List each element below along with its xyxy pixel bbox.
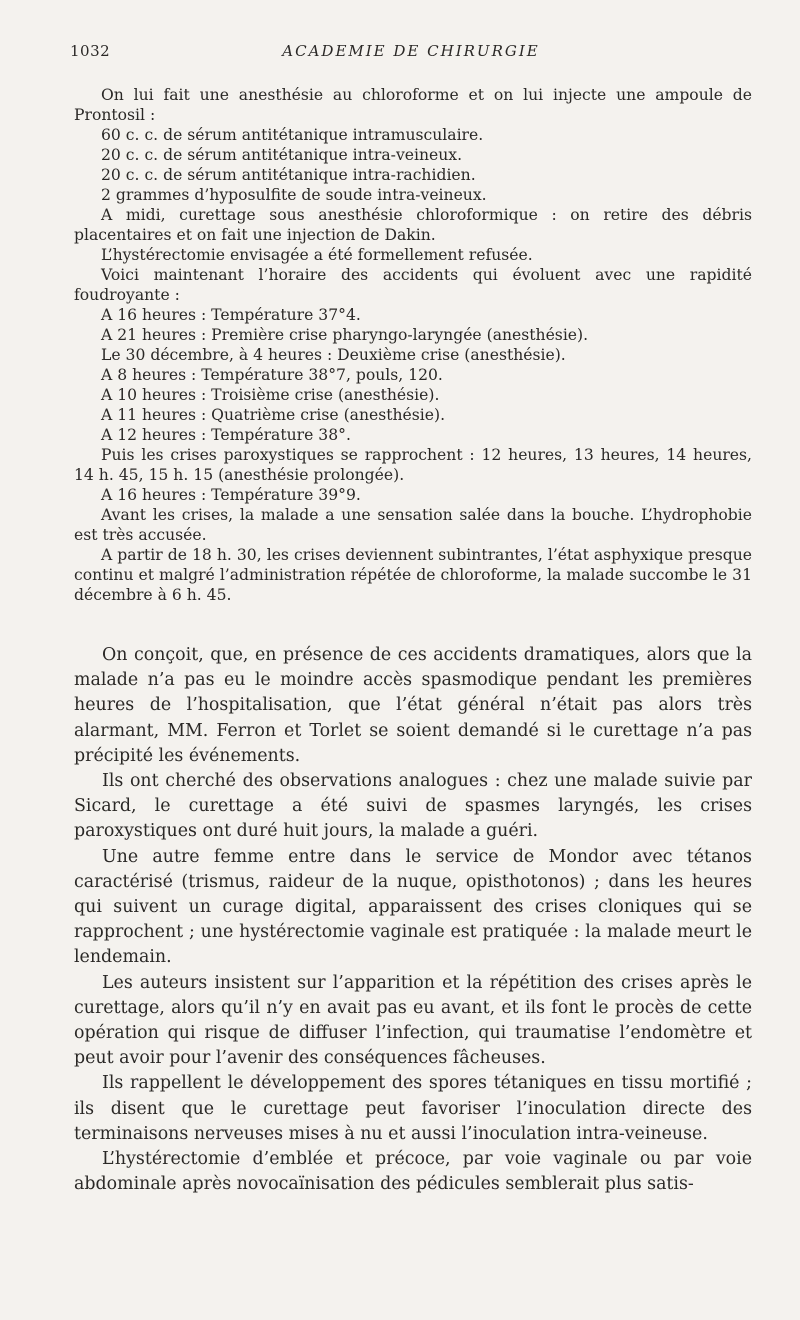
paragraph: A 16 heures : Température 39°9. — [101, 486, 361, 504]
running-title: ACADEMIE DE CHIRURGIE — [282, 42, 540, 60]
paragraph: A 21 heures : Première crise pharyngo-laryngée (anesthésie). — [101, 326, 589, 344]
paragraph: Ils ont cherché des observations analogues : chez une malade suivie par Sicard, le curettage a été suivi de spasmes laryngés, les crises paroxystiques ont duré huit jours, la malade a guéri. — [74, 771, 752, 842]
paragraph: A 10 heures : Troisième crise (anesthésie). — [101, 386, 440, 404]
paragraph: A midi, curettage sous anesthésie chloroformique : on retire des débris placentaires et on fait une injection de Dakin. — [74, 206, 752, 244]
paragraph: Puis les crises paroxystiques se rapprochent : 12 heures, 13 heures, 14 heures, 14 h. 45, 15 h. 15 (anesthésie prolongée). — [74, 446, 752, 484]
paragraph: A 11 heures : Quatrième crise (anesthésie). — [101, 406, 446, 424]
page-number: 1032 — [70, 42, 111, 60]
paragraph: 20 c. c. de sérum antitétanique intra-rachidien. — [101, 166, 476, 184]
paragraph: Les auteurs insistent sur l’apparition et la répétition des crises après le curettage, alors qu’il n’y en avait pas eu avant, et ils font le procès de cette opération qui risque de diffuser l’infection, qui traumatise l’endomètre et peut avoir pour l’avenir des conséquences fâcheuses. — [74, 972, 752, 1069]
paragraph: 20 c. c. de sérum antitétanique intra-veineux. — [101, 146, 463, 164]
paragraph: Avant les crises, la malade a une sensation salée dans la bouche. L’hydrophobie est très accusée. — [74, 506, 752, 544]
paragraph: On lui fait une anesthésie au chloroforme et on lui injecte une ampoule de Prontosil : — [74, 86, 752, 124]
paragraph: 60 c. c. de sérum antitétanique intramusculaire. — [101, 126, 484, 144]
paragraph: Ils rappellent le développement des spores tétaniques en tissu mortifié ; ils disent que le curettage peut favoriser l’inoculation directe des terminaisons nerveuses mises à nu et aussi l’inoculation intra-veineuse. — [74, 1073, 752, 1144]
page-header — [70, 42, 752, 64]
paragraph: L’hystérectomie d’emblée et précoce, par voie vaginale ou par voie abdominale après novocaïnisation des pédicules semblerait plus satis- — [74, 1149, 752, 1195]
paragraph: Voici maintenant l’horaire des accidents qui évoluent avec une rapidité foudroyante : — [74, 266, 752, 304]
paragraph: 2 grammes d’hyposulfite de soude intra-veineux. — [101, 186, 487, 204]
paragraph: A partir de 18 h. 30, les crises deviennent subintrantes, l’état asphyxique presque continu et malgré l’administration répétée de chloroforme, la malade succombe le 31 décembre à 6 h. 45. — [74, 546, 752, 604]
discussion-section — [74, 643, 752, 1197]
paragraph: A 8 heures : Température 38°7, pouls, 120. — [101, 366, 443, 384]
paragraph: L’hystérectomie envisagée a été formellement refusée. — [101, 246, 533, 264]
case-report-section — [74, 85, 752, 605]
paragraph: Le 30 décembre, à 4 heures : Deuxième crise (anesthésie). — [101, 346, 566, 364]
paragraph: Une autre femme entre dans le service de Mondor avec tétanos caractérisé (trismus, raideur de la nuque, opisthotonos) ; dans les heures qui suivent un curage digital, apparaissent des crises cloniques qui se rapprochent ; une hystérectomie vaginale est pratiquée : la malade meurt le lendemain. — [74, 846, 752, 968]
paragraph: On conçoit, que, en présence de ces accidents dramatiques, alors que la malade n’a pas eu le moindre accès spasmodique pendant les premières heures de l’hospitalisation, que l’état général n’était pas alors très alarmant, MM. Ferron et Torlet se soient demandé si le curettage n’a pas précipité les événements. — [74, 645, 752, 766]
paragraph: A 16 heures : Température 37°4. — [101, 306, 361, 324]
paragraph: A 12 heures : Température 38°. — [101, 426, 351, 444]
